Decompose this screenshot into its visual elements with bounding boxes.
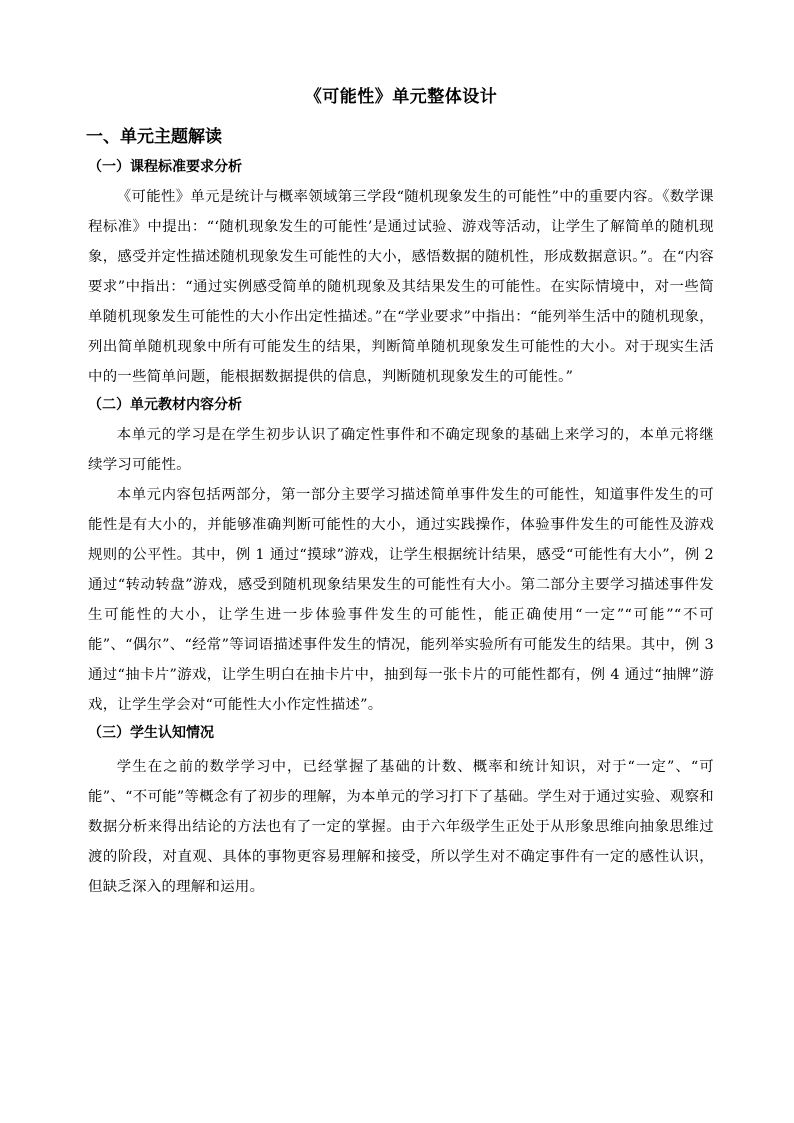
paragraph-textbook-content: 本单元内容包括两部分，第一部分主要学习描述简单事件发生的可能性，知道事件发生的可能性是有大小的，并能够准确判断可能性的大小，通过实践操作，体验事件发生的可能性及游戏规则的公平性。其中，例 1 通过“摸球”游戏，让学生根据统计结果，感受“可能性有大小”，例 2 通过“转动转盘”游戏，感受到随机现象结果发生的可能性有大小。第二部分主要学习描述事件发生可能性的大小，让学生进一步体验事件发生的可能性，能正确使用“一定”“可能”“不可能”、“偶尔”、“经常”等词语描述事件发生的情况，能列举实验所有可能发生的结果。其中，例 3 通过“抽卡片”游戏，让学生明白在抽卡片中，抽到每一张卡片的可能性都有，例 4 通过“抽牌”游戏，让学生学会对“可能性大小作定性描述”。 — [88, 487, 714, 713]
paragraph-student-cognition: 学生在之前的数学学习中，已经掌握了基础的计数、概率和统计知识，对于“一定”、“可能”、“不可能”等概念有了初步的理解，为本单元的学习打下了基础。学生对于通过实验、观察和数据分析来得出结论的方法也有了一定的掌握。由于六年级学生正处于从形象思维向抽象思维过渡的阶段，对直观、具体的事物更容易理解和接受，所以学生对不确定事件有一定的感性认识，但缺乏深入的理解和运用。 — [88, 759, 714, 895]
subsection-heading-curriculum-standards: （一）课程标准要求分析 — [88, 159, 242, 175]
paragraph-curriculum-standards: 《可能性》单元是统计与概率领域第三学段“随机现象发生的可能性”中的重要内容。《数学课程标准》中提出：“‘随机现象发生的可能性’是通过试验、游戏等活动，让学生了解简单的随机现象，感受并定性描述随机现象发生可能性的大小，感悟数据的随机性，形成数据意识。”。在“内容要求”中指出：“通过实例感受简单的随机现象及其结果发生的可能性。在实际情境中，对一些简单随机现象发生可能性的大小作出定性描述。”在“学业要求”中指出：“能列举生活中的随机现象，列出简单随机现象中所有可能发生的结果，判断简单随机现象发生可能性的大小。对于现实生活中的一些简单问题，能根据数据提供的信息，判断随机现象发生的可能性。” — [88, 189, 714, 385]
paragraph-textbook-intro: 本单元的学习是在学生初步认识了确定性事件和不确定现象的基础上来学习的，本单元将继续学习可能性。 — [88, 427, 714, 473]
subsection-heading-student-cognition: （三）学生认知情况 — [88, 725, 214, 741]
section-heading-unit-theme: 一、单元主题解读 — [86, 127, 222, 147]
document-page — [88, 86, 714, 902]
document-title: 《可能性》单元整体设计 — [304, 87, 498, 107]
subsection-heading-textbook-analysis: （二）单元教材内容分析 — [88, 397, 242, 413]
